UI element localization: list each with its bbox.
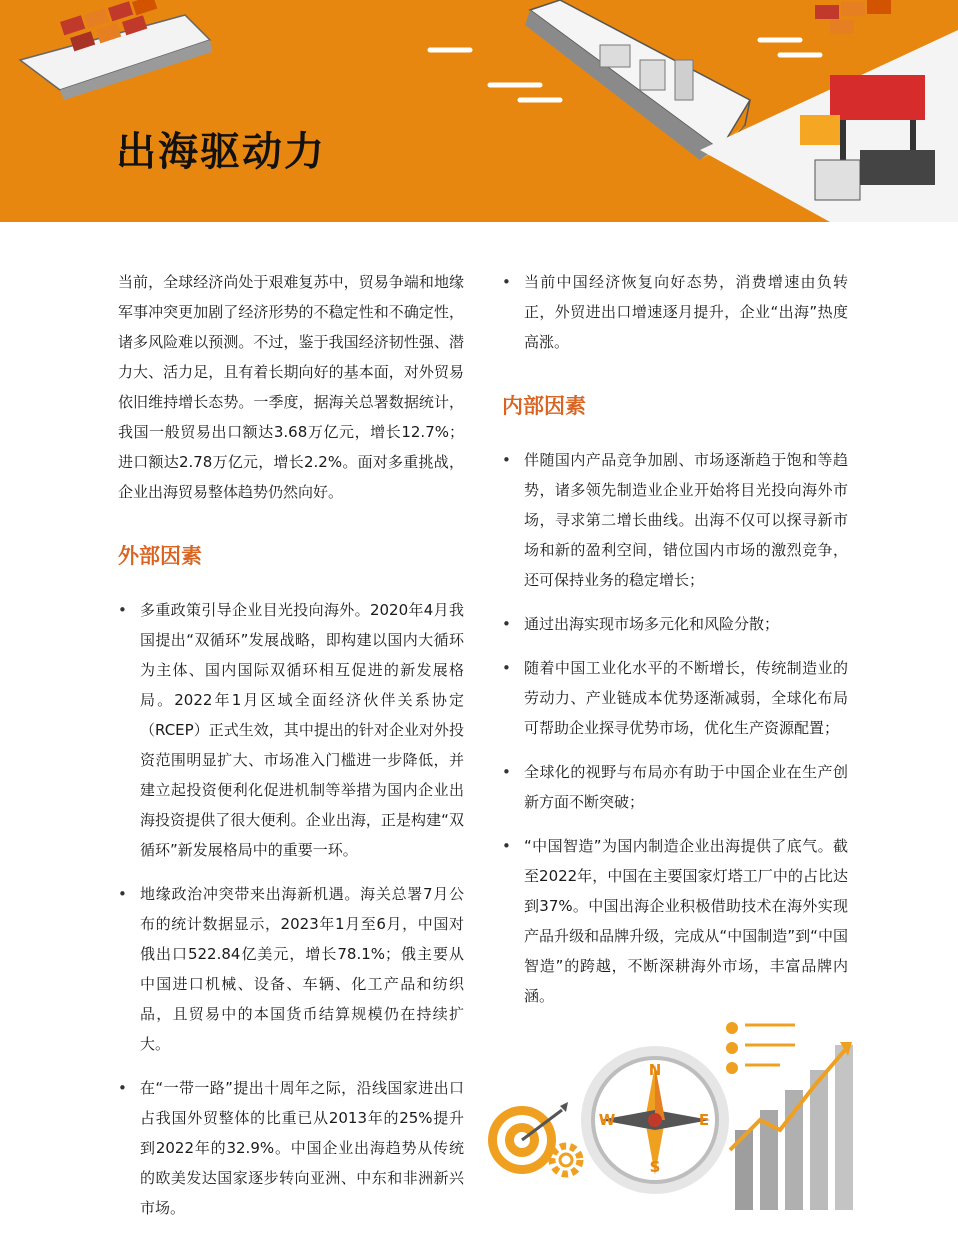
gear-icon: [552, 1146, 580, 1174]
external-factors-list: [118, 595, 464, 1223]
list-item: • 当前中国经济恢复向好态势，消费增速由负转正，外贸进出口增速逐月提升，企业“出海”热度高涨。: [502, 267, 848, 357]
external-factors-heading: 外部因素: [118, 544, 202, 568]
list-item: • 通过出海实现市场多元化和风险分散；: [502, 609, 848, 639]
list-item: • 随着中国工业化水平的不断增长，传统制造业的劳动力、产业链成本优势逐渐减弱，全球化布局可帮助企业探寻优势市场，优化生产资源配置；: [502, 653, 848, 743]
list-item: • 地缘政治冲突带来出海新机遇。海关总署7月公布的统计数据显示，2023年1月至6月，中国对俄出口522.84亿美元，增长78.1%；俄主要从中国进口机械、设备、车辆、化工产品和纺织品，且贸易中的本国货币结算规模仍在持续扩大。: [118, 879, 464, 1059]
compass-icon: [581, 1046, 729, 1194]
intro-paragraph: 当前，全球经济尚处于艰难复苏中，贸易争端和地缘军事冲突更加剧了经济形势的不稳定性和不确定性，诸多风险难以预测。不过，鉴于我国经济韧性强、潜力大、活力足，且有着长期向好的基本面，对外贸易依旧维持增长态势。一季度，据海关总署数据统计，我国一般贸易出口额达3.68万亿元，增长12.7%；进口额达2.78万亿元，增长2.2%。面对多重挑战，企业出海贸易整体趋势仍然向好。: [118, 273, 464, 501]
compass-south-label: S: [649, 1158, 661, 1176]
internal-factors-heading: 内部因素: [502, 394, 586, 418]
growth-bars-icon: [730, 1042, 853, 1210]
target-icon: [488, 1102, 568, 1174]
header-banner: [0, 0, 958, 222]
compass-west-label: W: [598, 1111, 616, 1129]
shipping-illustration: [0, 0, 958, 222]
cargo-ship-icon: [20, 0, 212, 100]
list-item: • 全球化的视野与布局亦有助于中国企业在生产创新方面不断突破；: [502, 757, 848, 817]
internal-factors-list: [502, 445, 848, 1011]
compass-north-label: N: [648, 1061, 662, 1079]
page-title: 出海驱动力: [116, 129, 326, 175]
right-column: [502, 267, 848, 1025]
container-stack-icon: [815, 0, 891, 34]
ship-icon: [525, 0, 750, 160]
strategy-illustration: [480, 1010, 858, 1215]
list-item: • 多重政策引导企业目光投向海外。2020年4月我国提出“双循环”发展战略，即构建以国内大循环为主体、国内国际双循环相互促进的新发展格局。2022年1月区域全面经济伙伴关系协定（RCEP）正式生效，其中提出的针对企业对外投资范围明显扩大、市场准入门槛进一步降低，并建立起投资便利化促进机制等举措为国内企业出海投资提供了很大便利。企业出海，正是构建“双循环”新发展格局中的重要一环。: [118, 595, 464, 865]
list-item: • 伴随国内产品竞争加剧、市场逐渐趋于饱和等趋势，诸多领先制造业企业开始将目光投向海外市场，寻求第二增长曲线。出海不仅可以探寻新市场和新的盈利空间，错位国内市场的激烈竞争，还可保持业务的稳定增长；: [502, 445, 848, 595]
list-item: • 在“一带一路”提出十周年之际，沿线国家进出口占我国外贸整体的比重已从2013年的25%提升到2022年的32.9%。中国企业出海趋势从传统的欧美发达国家逐步转向亚洲、中东和非洲新兴市场。: [118, 1073, 464, 1223]
list-item: • “中国智造”为国内制造企业出海提供了底气。截至2022年，中国在主要国家灯塔工厂中的占比达到37%。中国出海企业积极借助技术在海外实现产品升级和品牌升级，完成从“中国制造”到“中国智造”的跨越，不断深耕海外市场，丰富品牌内涵。: [502, 831, 848, 1011]
economy-list: [502, 267, 848, 357]
checklist-icon: [726, 1022, 795, 1074]
compass-east-label: E: [698, 1111, 710, 1129]
left-column: [118, 267, 464, 1237]
